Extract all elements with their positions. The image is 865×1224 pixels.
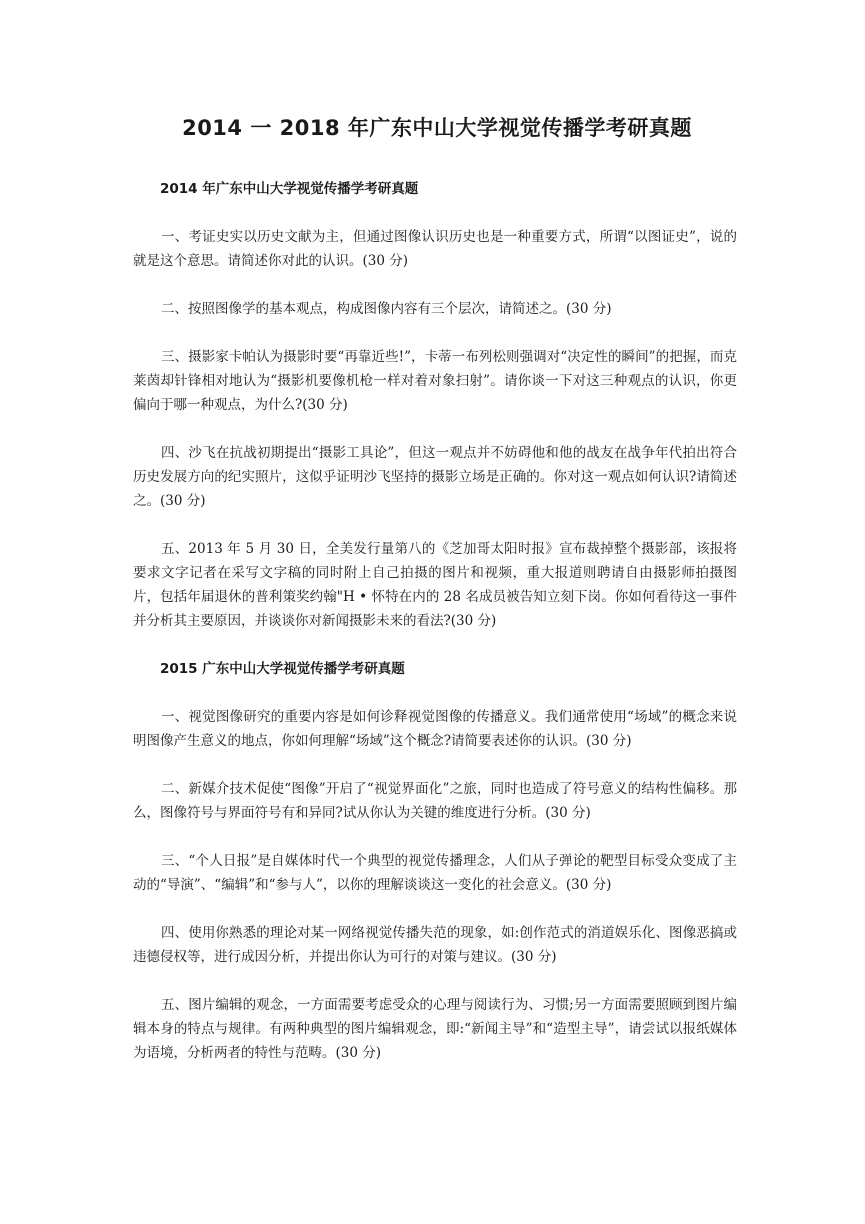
exam-section-2015 <box>133 657 737 1065</box>
exam-section-2014 <box>133 177 737 633</box>
question-paragraph: 五、2013 年 5 月 30 日，全美发行量第八的《芝加哥太阳时报》宣布裁掉整个摄影部，该报将要求文字记者在采写文字稿的同时附上自己拍摄的图片和视频，重大报道则聘请自由摄影师拍摄图片，包括年届退休的普利策奖约翰"H • 怀特在内的 28 名成员被告知立刻下岗。你如何看待这一事件并分析其主要原因，并谈谈你对新闻摄影未来的看法?(30 分) <box>133 541 737 629</box>
question-paragraph: 三、摄影家卡帕认为摄影时要“再靠近些!”，卡蒂一布列松则强调对“决定性的瞬间”的把握，而克莱茵却针锋相对地认为“摄影机要像机枪一样对着对象扫射”。请你谈一下对这三种观点的认识，你更偏向于哪一种观点，为什么?(30 分) <box>133 349 737 413</box>
question-paragraph: 三、“个人日报”是自媒体时代一个典型的视觉传播理念，人们从子弹论的靶型目标受众变成了主动的“导演”、“编辑”和“参与人”，以你的理解谈谈这一变化的社会意义。(30 分) <box>133 853 737 893</box>
question-paragraph: 四、沙飞在抗战初期提出“摄影工具论”，但这一观点并不妨碍他和他的战友在战争年代拍出符合历史发展方向的纪实照片，这似乎证明沙飞坚持的摄影立场是正确的。你对这一观点如何认识?请简述之。(30 分) <box>133 445 737 509</box>
question-paragraph: 二、按照图像学的基本观点，构成图像内容有三个层次，请简述之。(30 分) <box>161 301 612 317</box>
section-heading: 2014 年广东中山大学视觉传播学考研真题 <box>160 181 419 197</box>
section-heading: 2015 广东中山大学视觉传播学考研真题 <box>160 661 405 677</box>
question-paragraph: 五、图片编辑的观念，一方面需要考虑受众的心理与阅读行为、习惯;另一方面需要照顾到图片编辑本身的特点与规律。有两种典型的图片编辑观念，即:“新闻主导”和“造型主导”，请尝试以报纸媒体为语境，分析两者的特性与范畴。(30 分) <box>133 997 737 1061</box>
question-paragraph: 二、新媒介技术促使“图像”开启了“视觉界面化”之旅，同时也造成了符号意义的结构性偏移。那么，图像符号与界面符号有和异同?试从你认为关键的维度进行分析。(30 分) <box>133 781 737 821</box>
question-paragraph: 四、使用你熟悉的理论对某一网络视觉传播失范的现象，如:创作范式的消道娱乐化、图像恶搞或违德侵权等，进行成因分析，并提出你认为可行的对策与建议。(30 分) <box>133 925 737 965</box>
question-paragraph: 一、考证史实以历史文献为主，但通过图像认识历史也是一种重要方式，所谓“以图证史”，说的就是这个意思。请简述你对此的认识。(30 分) <box>133 229 737 269</box>
document-title: 2014 一 2018 年广东中山大学视觉传播学考研真题 <box>182 116 692 140</box>
question-paragraph: 一、视觉图像研究的重要内容是如何诊释视觉图像的传播意义。我们通常使用“场域”的概念来说明图像产生意义的地点，你如何理解“场域”这个概念?请简要表述你的认识。(30 分) <box>133 709 737 749</box>
